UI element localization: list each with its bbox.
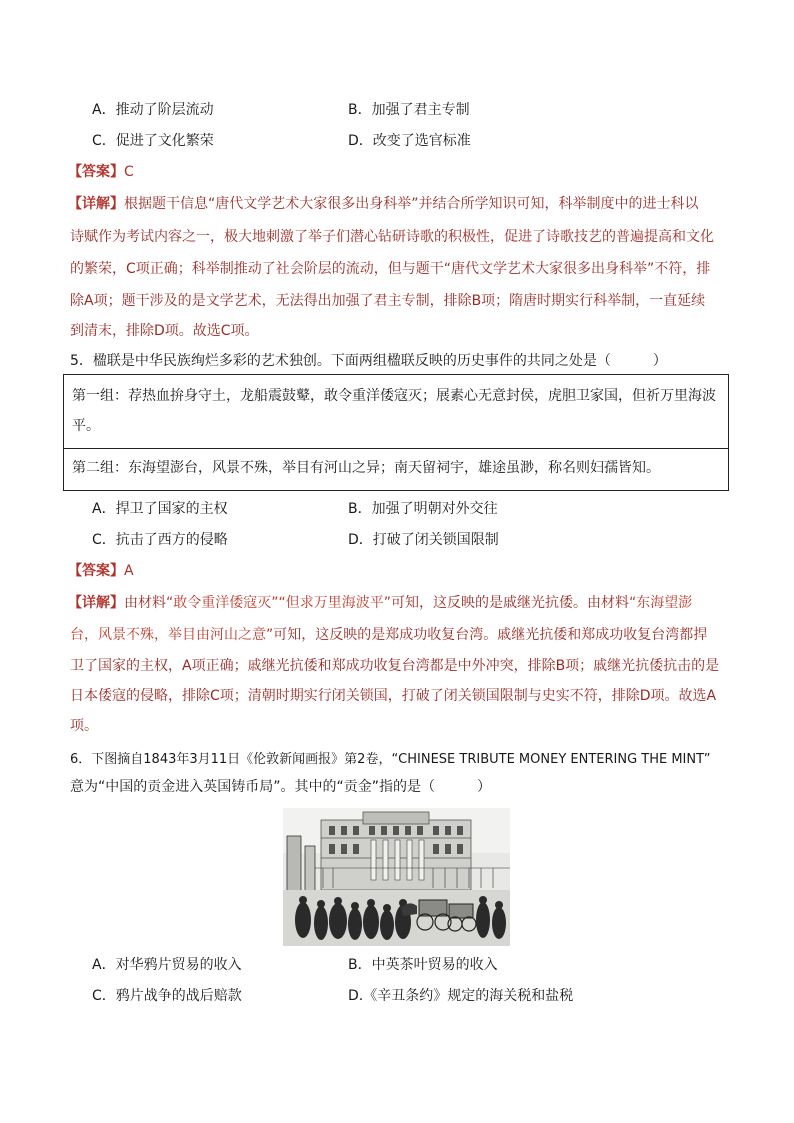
q5-option-c[interactable]: C．抗击了西方的侵略 bbox=[92, 532, 228, 548]
q6-option-b[interactable]: B．中英茶叶贸易的收入 bbox=[348, 957, 498, 973]
q5-detail-line-2: 台，风景不殊，举目由河山之意”可知，这反映的是郑成功收复台湾。戚继光抗倭和郑成功收复台湾都捍 bbox=[70, 627, 708, 643]
answer-tag: 【答案】 bbox=[68, 563, 124, 579]
couplet-group-1: 第一组：荐热血拚身守土，龙船震鼓鼙，敢令重洋倭寇灭；展素心无意封侯，虎胆卫家国，但祈万里海波 平。 bbox=[72, 388, 716, 434]
q4-option-c[interactable]: C．促进了文化繁荣 bbox=[92, 133, 214, 149]
q5-detail-line-4: 日本倭寇的侵略，排除C项；清朝时期实行闭关锁国，打破了闭关锁国限制与史实不符，排除D项。故选A bbox=[70, 688, 717, 704]
q5-detail-line-3: 卫了国家的主权，A项正确；戚继光抗倭和郑成功收复台湾都是中外冲突，排除B项；戚继光抗倭抗击的是 bbox=[70, 658, 720, 674]
q6-option-d[interactable]: D.《辛丑条约》规定的海关税和盐税 bbox=[348, 988, 574, 1004]
q4-option-d[interactable]: D．改变了选官标准 bbox=[348, 133, 471, 149]
q4-detail-line-4: 除A项；题干涉及的是文学艺术，无法得出加强了君主专制，排除B项；隋唐时期实行科举制，一直延续 bbox=[70, 293, 706, 309]
engraving-image bbox=[283, 808, 510, 946]
q6-option-a[interactable]: A．对华鸦片贸易的收入 bbox=[92, 957, 242, 973]
q4-option-b[interactable]: B．加强了君主专制 bbox=[348, 102, 470, 118]
couplet-group-2: 第二组：东海望澎台，风景不殊，举目有河山之异；南天留祠宇，雄途虽渺，称名则妇孺皆知。 bbox=[72, 460, 660, 476]
q5-detail-line-1: 【详解】由材料“敢令重洋倭寇灭”“但求万里海波平”可知，这反映的是戚继光抗倭。由材料“东海望澎 bbox=[68, 595, 693, 611]
q4-detail-line-2: 诗赋作为考试内容之一，极大地刺激了举子们潜心钻研诗歌的积极性，促进了诗歌技艺的普遍提高和文化 bbox=[70, 229, 714, 245]
q4-detail-line-3: 的繁荣，C项正确；科举制推动了社会阶层的流动，但与题干“唐代文学艺术大家很多出身科举”不符，排 bbox=[70, 261, 711, 277]
q4-detail-line-5: 到清末，排除D项。故选C项。 bbox=[70, 323, 259, 339]
table-divider bbox=[64, 448, 728, 449]
q5-option-b[interactable]: B．加强了明朝对外交往 bbox=[348, 501, 498, 517]
q4-detail-line-1: 【详解】根据题干信息“唐代文学艺术大家很多出身科举”并结合所学知识可知，科举制度中的进士科以 bbox=[68, 196, 699, 212]
q4-option-a[interactable]: A．推动了阶层流动 bbox=[92, 102, 214, 118]
couplet-table bbox=[63, 374, 729, 491]
q5-detail-line-5: 项。 bbox=[70, 718, 98, 734]
answer-tag: 【答案】 bbox=[68, 164, 124, 180]
q6-option-c[interactable]: C．鸦片战争的战后赔款 bbox=[92, 988, 242, 1004]
q5-option-a[interactable]: A．捍卫了国家的主权 bbox=[92, 501, 228, 517]
detail-tag: 【详解】 bbox=[68, 595, 124, 611]
answer-value: C bbox=[124, 164, 134, 180]
q4-answer bbox=[68, 157, 728, 187]
q5-option-d[interactable]: D．打破了闭关锁国限制 bbox=[348, 532, 499, 548]
answer-value: A bbox=[124, 563, 134, 579]
detail-tag: 【详解】 bbox=[68, 196, 124, 212]
q5-stem: 5．楹联是中华民族绚烂多彩的艺术独创。下面两组楹联反映的历史事件的共同之处是（ ） bbox=[70, 353, 667, 369]
q6-stem-line-2: 意为“中国的贡金进入英国铸币局”。其中的“贡金”指的是（ ） bbox=[70, 779, 492, 795]
q5-answer bbox=[68, 556, 728, 586]
q6-stem-line-1: 6．下图摘自1843年3月11日《伦敦新闻画报》第2卷，“CHINESE TRIBUTE MONEY ENTERING THE MINT” bbox=[70, 752, 711, 767]
